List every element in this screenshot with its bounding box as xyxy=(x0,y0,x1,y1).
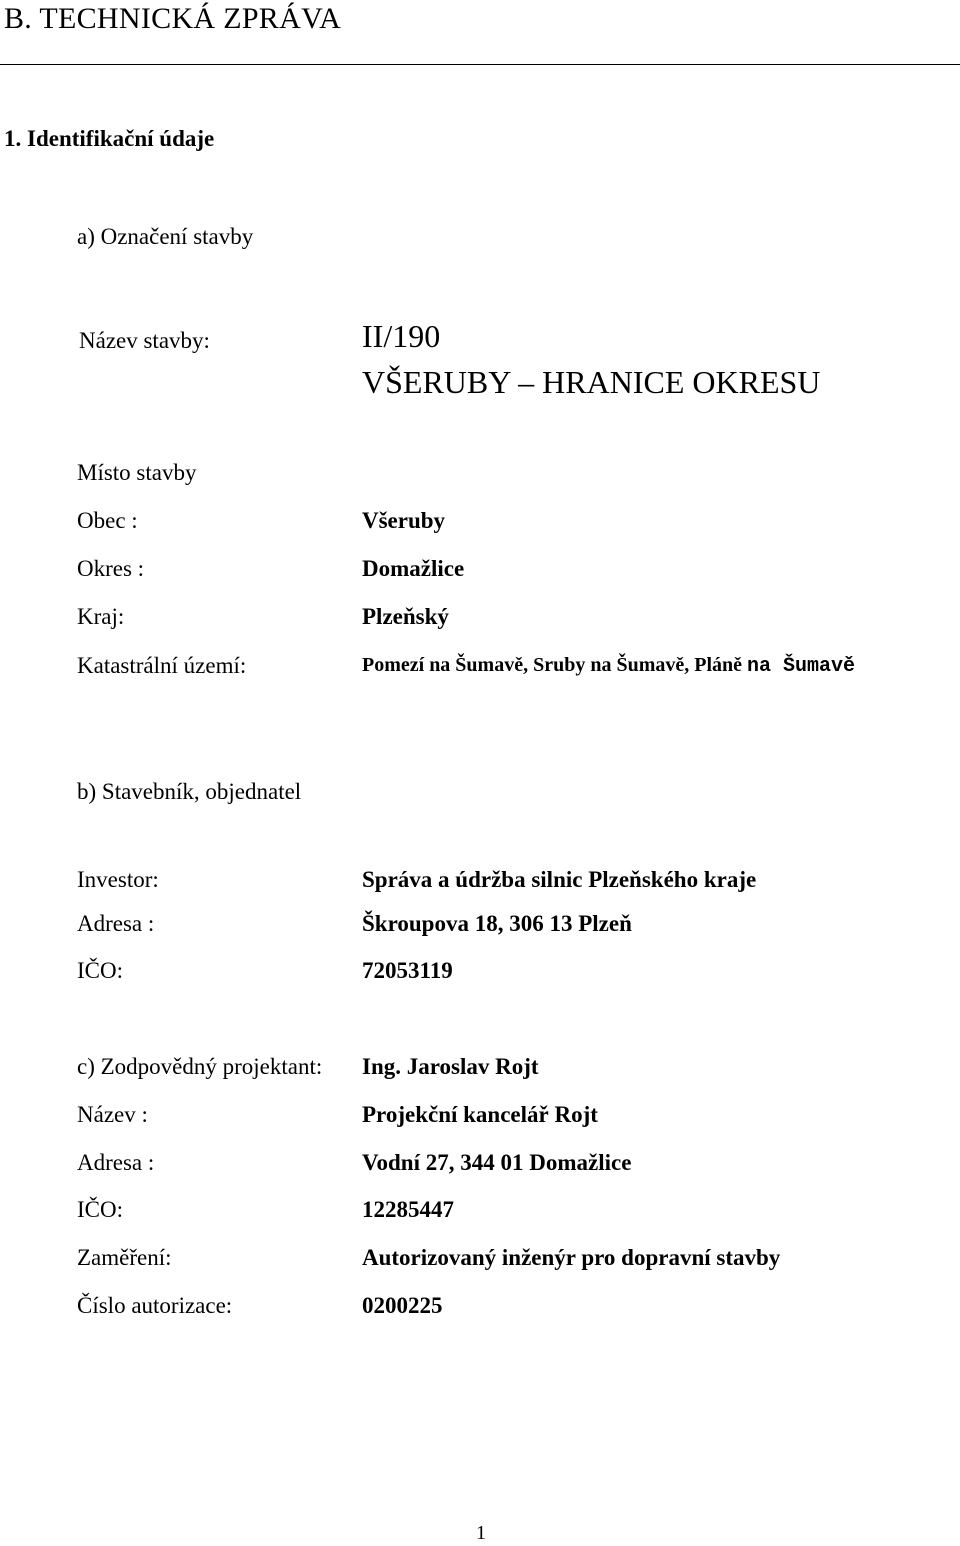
investor-address-label: Adresa : xyxy=(77,911,155,936)
building-name-line1: II/190 xyxy=(362,318,441,354)
building-name-line2: VŠERUBY – HRANICE OKRESU xyxy=(362,364,821,400)
office-ico-value: 12285447 xyxy=(362,1197,454,1222)
office-ico-label: IČO: xyxy=(77,1197,123,1222)
office-name-label: Název : xyxy=(77,1102,148,1127)
place-heading: Místo stavby xyxy=(77,460,197,485)
focus-value: Autorizovaný inženýr pro dopravní stavby xyxy=(362,1245,781,1270)
cadastral-value-main: Pomezí na Šumavě, Sruby na Šumavě, Pláně xyxy=(362,654,743,676)
investor-ico-value: 72053119 xyxy=(362,958,453,983)
office-address-label: Adresa : xyxy=(77,1150,155,1175)
obec-label: Obec : xyxy=(77,508,138,533)
investor-address-value: Škroupova 18, 306 13 Plzeň xyxy=(362,911,632,936)
investor-label: Investor: xyxy=(77,867,159,892)
obec-value: Všeruby xyxy=(362,508,446,533)
title-divider xyxy=(0,64,960,65)
okres-label: Okres : xyxy=(77,556,145,581)
cadastral-value xyxy=(362,654,855,678)
building-name-label: Název stavby: xyxy=(79,328,210,353)
okres-value: Domažlice xyxy=(362,556,465,581)
authorization-label: Číslo autorizace: xyxy=(77,1293,233,1318)
investor-value: Správa a údržba silnic Plzeňského kraje xyxy=(362,867,757,892)
cadastral-value-tail: na Šumavě xyxy=(747,655,856,678)
subsection-b-heading: b) Stavebník, objednatel xyxy=(77,779,302,804)
subsection-a-heading: a) Označení stavby xyxy=(77,224,254,249)
kraj-label: Kraj: xyxy=(77,604,125,629)
cadastral-label: Katastrální území: xyxy=(77,653,247,678)
page-number: 1 xyxy=(476,1522,486,1544)
subsection-c-heading: c) Zodpovědný projektant: xyxy=(77,1054,323,1079)
focus-label: Zaměření: xyxy=(77,1245,172,1270)
designer-name: Ing. Jaroslav Rojt xyxy=(362,1054,539,1079)
document-title: B. TECHNICKÁ ZPRÁVA xyxy=(4,2,342,35)
authorization-value: 0200225 xyxy=(362,1293,443,1318)
section-heading: 1. Identifikační údaje xyxy=(4,126,215,151)
office-name-value: Projekční kancelář Rojt xyxy=(362,1102,598,1127)
office-address-value: Vodní 27, 344 01 Domažlice xyxy=(362,1150,632,1175)
investor-ico-label: IČO: xyxy=(77,958,123,983)
kraj-value: Plzeňský xyxy=(362,604,449,629)
